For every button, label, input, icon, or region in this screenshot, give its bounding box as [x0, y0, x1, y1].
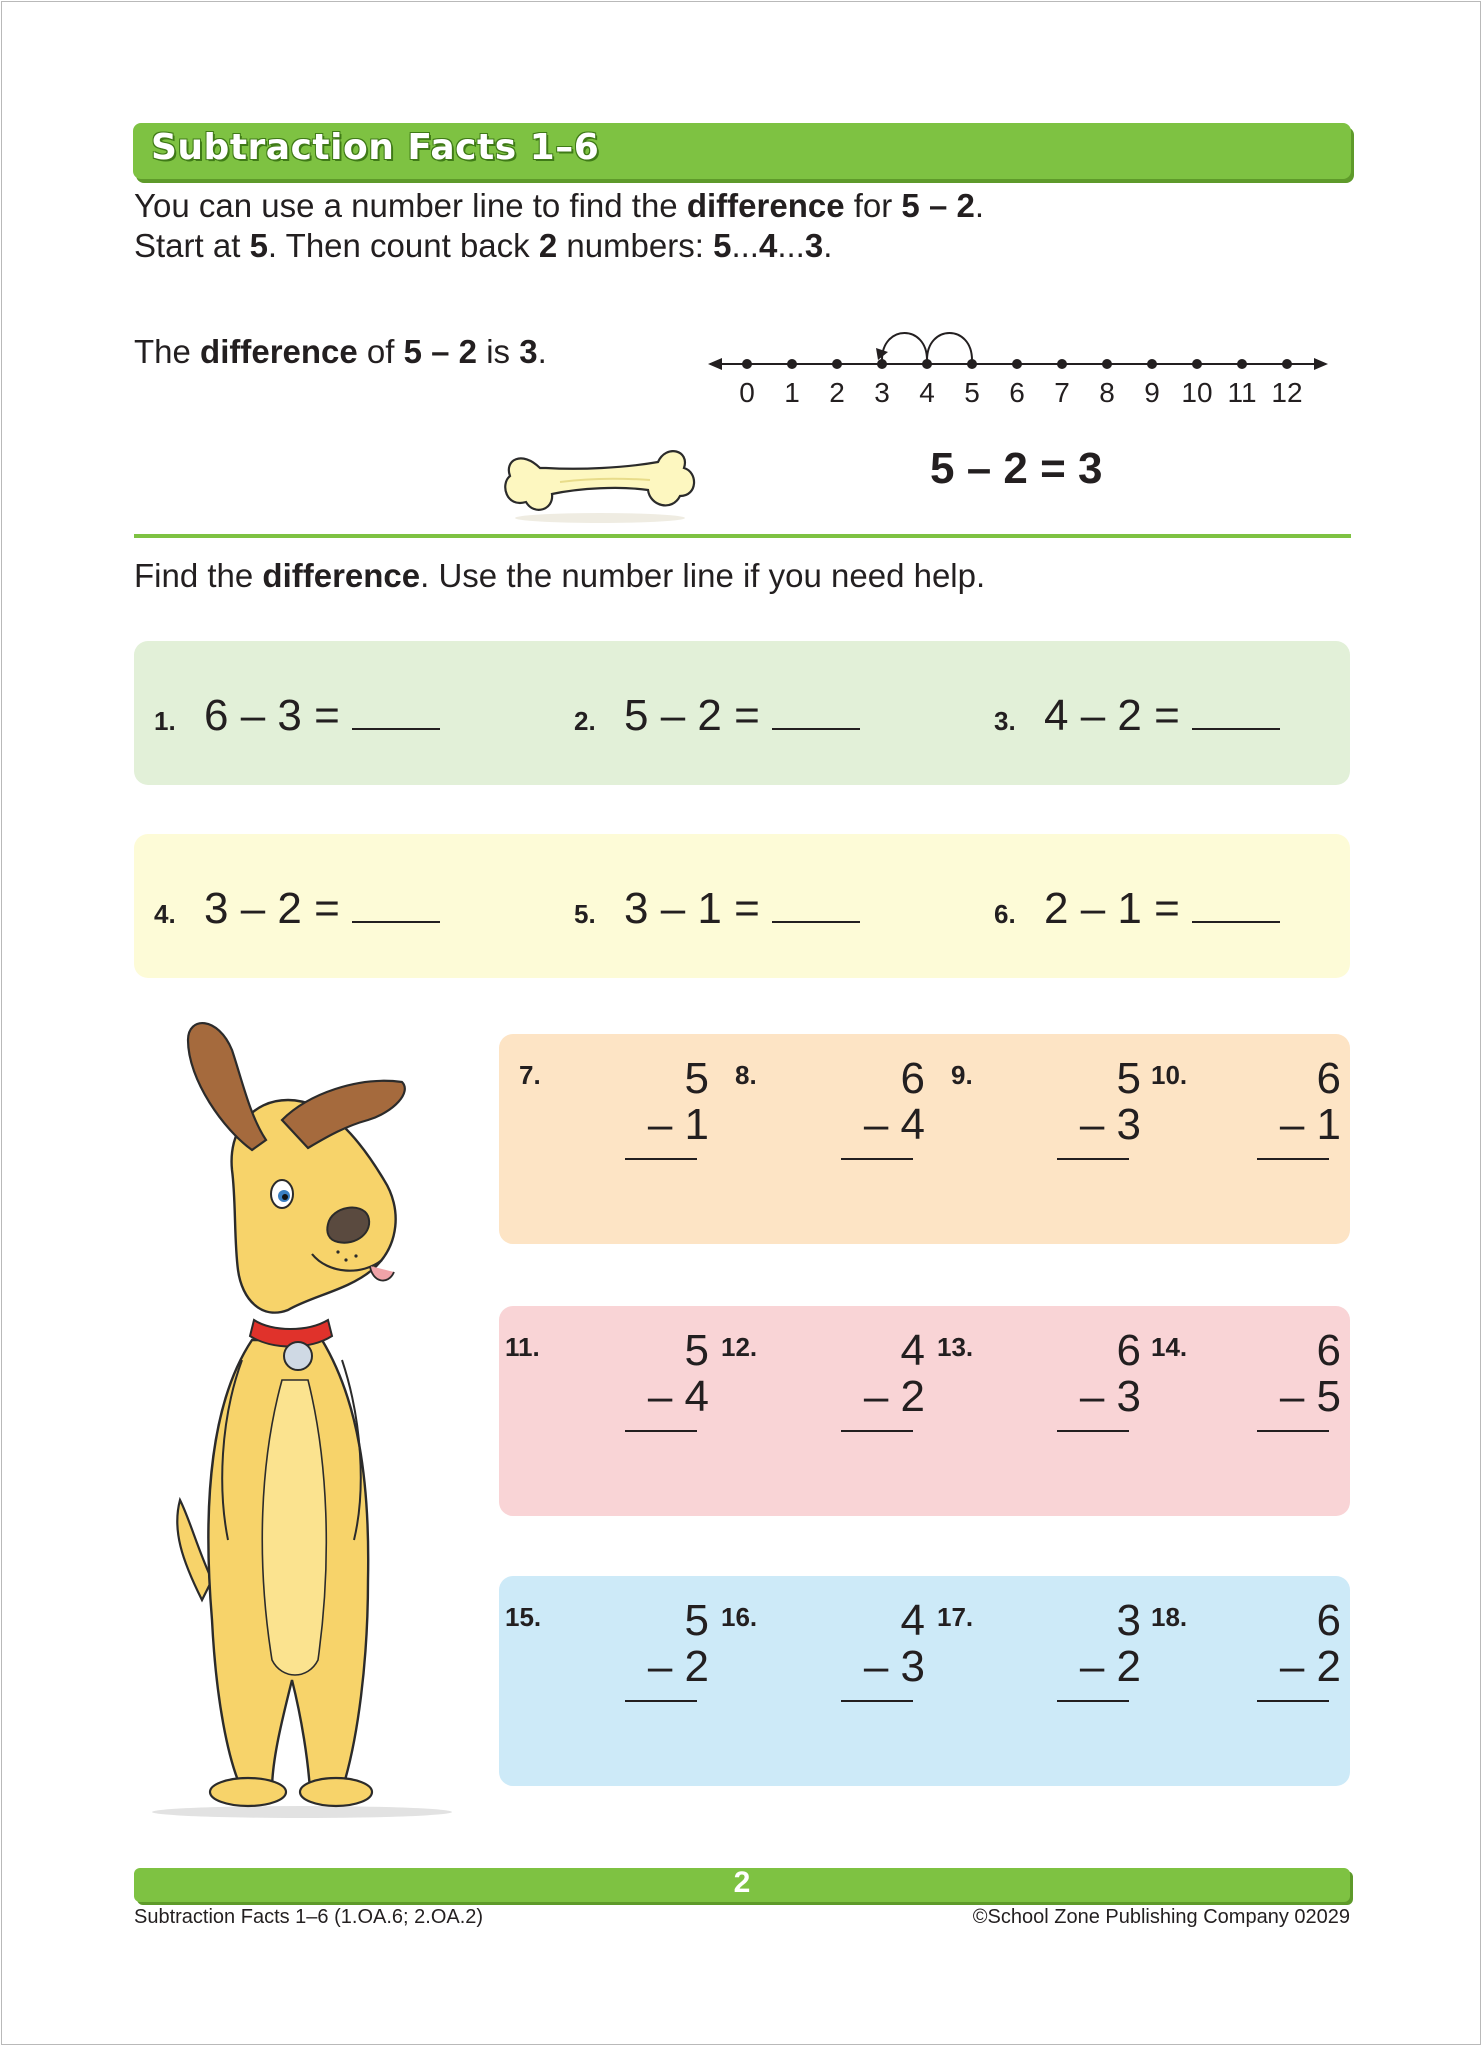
number-line-label: 3 [874, 377, 890, 408]
bone-illustration [500, 438, 700, 526]
problem-13: 13. 6 – 3 [937, 1326, 1137, 1496]
number-line-dot [787, 359, 797, 369]
number-line-hop [927, 333, 972, 360]
problem-15: 15. 5 – 2 [505, 1596, 705, 1766]
problem-4: 4. 3 – 2 = [154, 884, 440, 934]
intro-line-1: You can use a number line to find the difference for 5 – 2. [134, 187, 984, 224]
dog-illustration [132, 1020, 452, 1820]
answer-line[interactable] [841, 1430, 913, 1432]
answer-line[interactable] [625, 1430, 697, 1432]
problem-11: 11. 5 – 4 [505, 1326, 705, 1496]
number-line-dot [1237, 359, 1247, 369]
answer-line[interactable] [1257, 1700, 1329, 1702]
number-line-dot [1012, 359, 1022, 369]
number-line-dot [1147, 359, 1157, 369]
problem-5: 5. 3 – 1 = [574, 884, 860, 934]
number-line-dot [877, 359, 887, 369]
answer-line[interactable] [1257, 1158, 1329, 1160]
number-line-label: 11 [1227, 377, 1257, 408]
answer-line[interactable] [1257, 1430, 1329, 1432]
problem-14: 14. 6 – 5 [1151, 1326, 1351, 1496]
problem-3: 3. 4 – 2 = [994, 691, 1280, 741]
problem-row-2 [134, 834, 1350, 978]
answer-line[interactable] [1057, 1158, 1129, 1160]
number-line-dot [967, 359, 977, 369]
answer-blank[interactable] [1192, 698, 1280, 730]
number-line-dot [1282, 359, 1292, 369]
answer-line[interactable] [841, 1158, 913, 1160]
problem-7: 7. 5 – 1 [519, 1054, 719, 1224]
number-line-arrow-left [708, 358, 722, 370]
problem-9: 9. 5 – 3 [951, 1054, 1151, 1224]
title-banner [133, 123, 1351, 179]
example-equation: 5 – 2 = 3 [930, 444, 1103, 493]
number-line-hop [882, 333, 927, 360]
number-line-dot [922, 359, 932, 369]
number-line-label: 12 [1271, 377, 1303, 408]
intro-line-2: Start at 5. Then count back 2 numbers: 5...4...3. [134, 227, 833, 264]
number-line-dot [742, 359, 752, 369]
answer-line[interactable] [625, 1700, 697, 1702]
number-line-dot [1192, 359, 1202, 369]
page-number: 2 [733, 1866, 751, 1899]
problem-18: 18. 6 – 2 [1151, 1596, 1351, 1766]
problem-12: 12. 4 – 2 [721, 1326, 921, 1496]
answer-blank[interactable] [772, 698, 860, 730]
number-line-dot [1102, 359, 1112, 369]
number-line [700, 330, 1340, 430]
answer-blank[interactable] [352, 698, 440, 730]
problem-6: 6. 2 – 1 = [994, 884, 1280, 934]
number-line-dot [1057, 359, 1067, 369]
number-line-arrow-right [1314, 358, 1328, 370]
problem-box-blue [499, 1576, 1350, 1786]
footer-copyright: ©School Zone Publishing Company 02029 [972, 1906, 1350, 1928]
page-title: Subtraction Facts 1–6 [151, 127, 600, 168]
answer-blank[interactable] [772, 891, 860, 923]
answer-blank[interactable] [352, 891, 440, 923]
problem-16: 16. 4 – 3 [721, 1596, 921, 1766]
answer-blank[interactable] [1192, 891, 1280, 923]
footer-left-text: Subtraction Facts 1–6 (1.OA.6; 2.OA.2) [134, 1906, 484, 1928]
problem-17: 17. 3 – 2 [937, 1596, 1137, 1766]
instruction-text: Find the difference. Use the number line if you need help. [134, 557, 986, 594]
section-divider [134, 534, 1351, 538]
number-line-label: 5 [964, 377, 980, 408]
answer-line[interactable] [625, 1158, 697, 1160]
number-line-label: 2 [829, 377, 845, 408]
answer-line[interactable] [1057, 1430, 1129, 1432]
answer-line[interactable] [1057, 1700, 1129, 1702]
number-line-label: 8 [1099, 377, 1115, 408]
problem-box-orange [499, 1034, 1350, 1244]
number-line-label: 0 [739, 377, 755, 408]
answer-line[interactable] [841, 1700, 913, 1702]
problem-box-pink [499, 1306, 1350, 1516]
problem-2: 2. 5 – 2 = [574, 691, 860, 741]
number-line-dot [832, 359, 842, 369]
problem-10: 10. 6 – 1 [1151, 1054, 1351, 1224]
difference-statement: The difference of 5 – 2 is 3. [134, 333, 547, 370]
number-line-label: 7 [1054, 377, 1070, 408]
number-line-label: 10 [1181, 377, 1213, 408]
number-line-label: 9 [1144, 377, 1160, 408]
problem-1: 1. 6 – 3 = [154, 691, 440, 741]
number-line-label: 1 [784, 377, 800, 408]
number-line-label: 6 [1009, 377, 1025, 408]
number-line-label: 4 [919, 377, 935, 408]
footer-bar [134, 1868, 1350, 1902]
problem-8: 8. 6 – 4 [735, 1054, 935, 1224]
problem-row-1 [134, 641, 1350, 785]
